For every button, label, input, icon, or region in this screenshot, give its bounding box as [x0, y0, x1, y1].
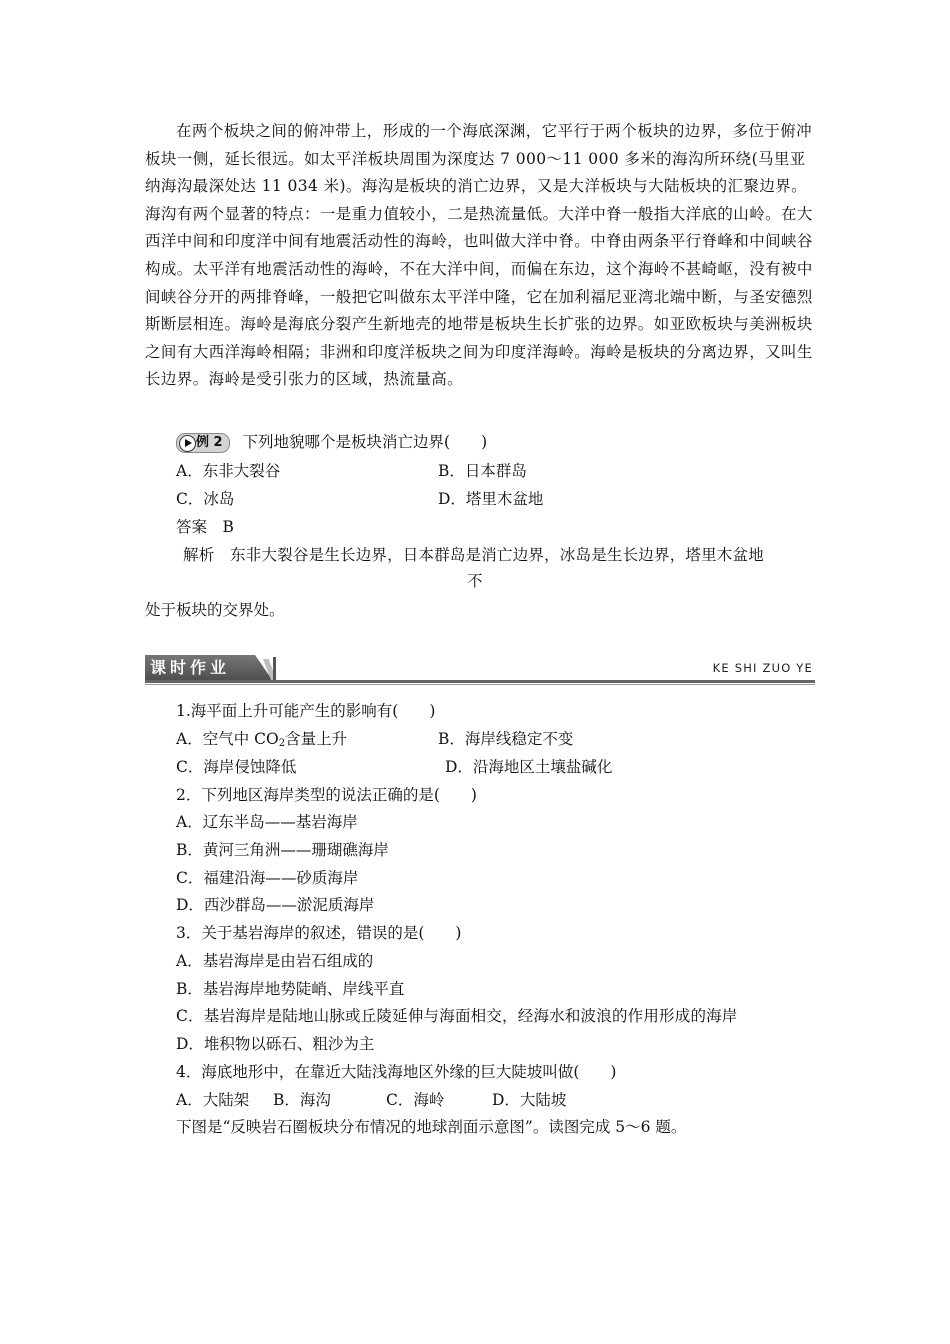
question-4: 4．海底地形中，在靠近大陆浅海地区外缘的巨大陡坡叫做( ): [176, 1063, 617, 1081]
question-4-option-d: D．大陆坡: [492, 1091, 567, 1109]
section-pinyin: KE SHI ZUO YE: [712, 661, 813, 675]
example-badge-label: 例 2: [196, 435, 223, 450]
question-4-option-a: A．大陆架: [176, 1091, 250, 1109]
question-2-option-b: B．黄河三角洲——珊瑚礁海岸: [176, 841, 389, 859]
section-rule: [145, 680, 815, 683]
question-1-option-c: C．海岸侵蚀降低: [176, 758, 297, 776]
question-2-option-a: A．辽东半岛——基岩海岸: [176, 813, 358, 831]
section-title: 课时作业: [150, 658, 231, 677]
example-analysis-line2: 不: [467, 572, 483, 590]
question-3-option-a: A．基岩海岸是由岩石组成的: [176, 952, 374, 970]
intro-paragraph: 在两个板块之间的俯冲带上，形成的一个海底深渊，它平行于两个板块的边界，多位于俯冲板块一侧，延长很远。如太平洋板块周围为深度达 7 000～11 000 多米的海沟所环绕(马里亚纳海沟最深处达 11 034 米)。海沟是板块的消亡边界，又是大洋板块与大陆板块的汇聚边界。海沟有两个显著的特点：一是重力值较小，二是热流量低。大洋中脊一般指大洋底的山岭。在大西洋中间和印度洋中间有地震活动性的海岭，也叫做大洋中脊。中脊由两条平行脊峰和中间峡谷构成。太平洋有地震活动性的海岭，不在大洋中间，而偏在东边，这个海岭不甚崎岖，没有被中间峡谷分开的两排脊峰，一般把它叫做东太平洋中隆，它在加利福尼亚湾北端中断，与圣安德烈斯断层相连。海岭是海底分裂产生新地壳的地带是板块生长扩张的边界。如亚欧板块与美洲板块之间有大西洋海岭相隔；非洲和印度洋板块之间为印度洋海岭。海岭是板块的分离边界，又叫生长边界。海岭是受引张力的区域，热流量高。: [145, 122, 813, 389]
example-question-line: [176, 432, 487, 453]
section-header: [145, 655, 815, 685]
question-2: 2．下列地区海岸类型的说法正确的是( ): [176, 786, 477, 804]
question-3-option-b: B．基岩海岸地势陡峭、岸线平直: [176, 980, 405, 998]
example-badge: [176, 433, 230, 453]
example-option-d: D．塔里木盆地: [438, 490, 544, 508]
question-1-option-b: B．海岸线稳定不变: [438, 730, 574, 748]
figure-intro: 下图是“反映岩石圈板块分布情况的地球剖面示意图”。读图完成 5～6 题。: [176, 1118, 687, 1136]
question-1-option-a: A．空气中 $CO_2$含量上升: [176, 730, 348, 749]
question-2-option-c: C．福建沿海——砂质海岸: [176, 869, 359, 887]
example-analysis-line1: 解析 东非大裂谷是生长边界，日本群岛是消亡边界，冰岛是生长边界，塔里木盆地: [183, 546, 764, 564]
question-1: 1.海平面上升可能产生的影响有( ): [176, 702, 436, 720]
question-2-option-d: D．西沙群岛——淤泥质海岸: [176, 896, 375, 914]
question-4-option-c: C．海岭: [386, 1091, 445, 1109]
example-question: 下列地貌哪个是板块消亡边界( ): [242, 433, 488, 451]
example-analysis-line3: 处于板块的交界处。: [145, 601, 285, 619]
question-3-option-c: C．基岩海岸是陆地山脉或丘陵延伸与海面相交，经海水和波浪的作用形成的海岸: [176, 1007, 738, 1025]
question-3-option-d: D．堆积物以砾石、粗沙为主: [176, 1035, 375, 1053]
section-divider: [273, 657, 276, 681]
question-4-option-b: B．海沟: [273, 1091, 331, 1109]
example-option-c: C．冰岛: [176, 490, 235, 508]
example-answer: 答案 B: [176, 518, 234, 536]
question-1-option-d: D．沿海地区土壤盐碱化: [445, 758, 613, 776]
example-option-b: B．日本群岛: [438, 462, 527, 480]
play-icon: [179, 435, 196, 452]
example-option-a: A．东非大裂谷: [176, 462, 281, 480]
question-3: 3．关于基岩海岸的叙述，错误的是( ): [176, 924, 462, 942]
section-rule-thin: [145, 684, 815, 685]
